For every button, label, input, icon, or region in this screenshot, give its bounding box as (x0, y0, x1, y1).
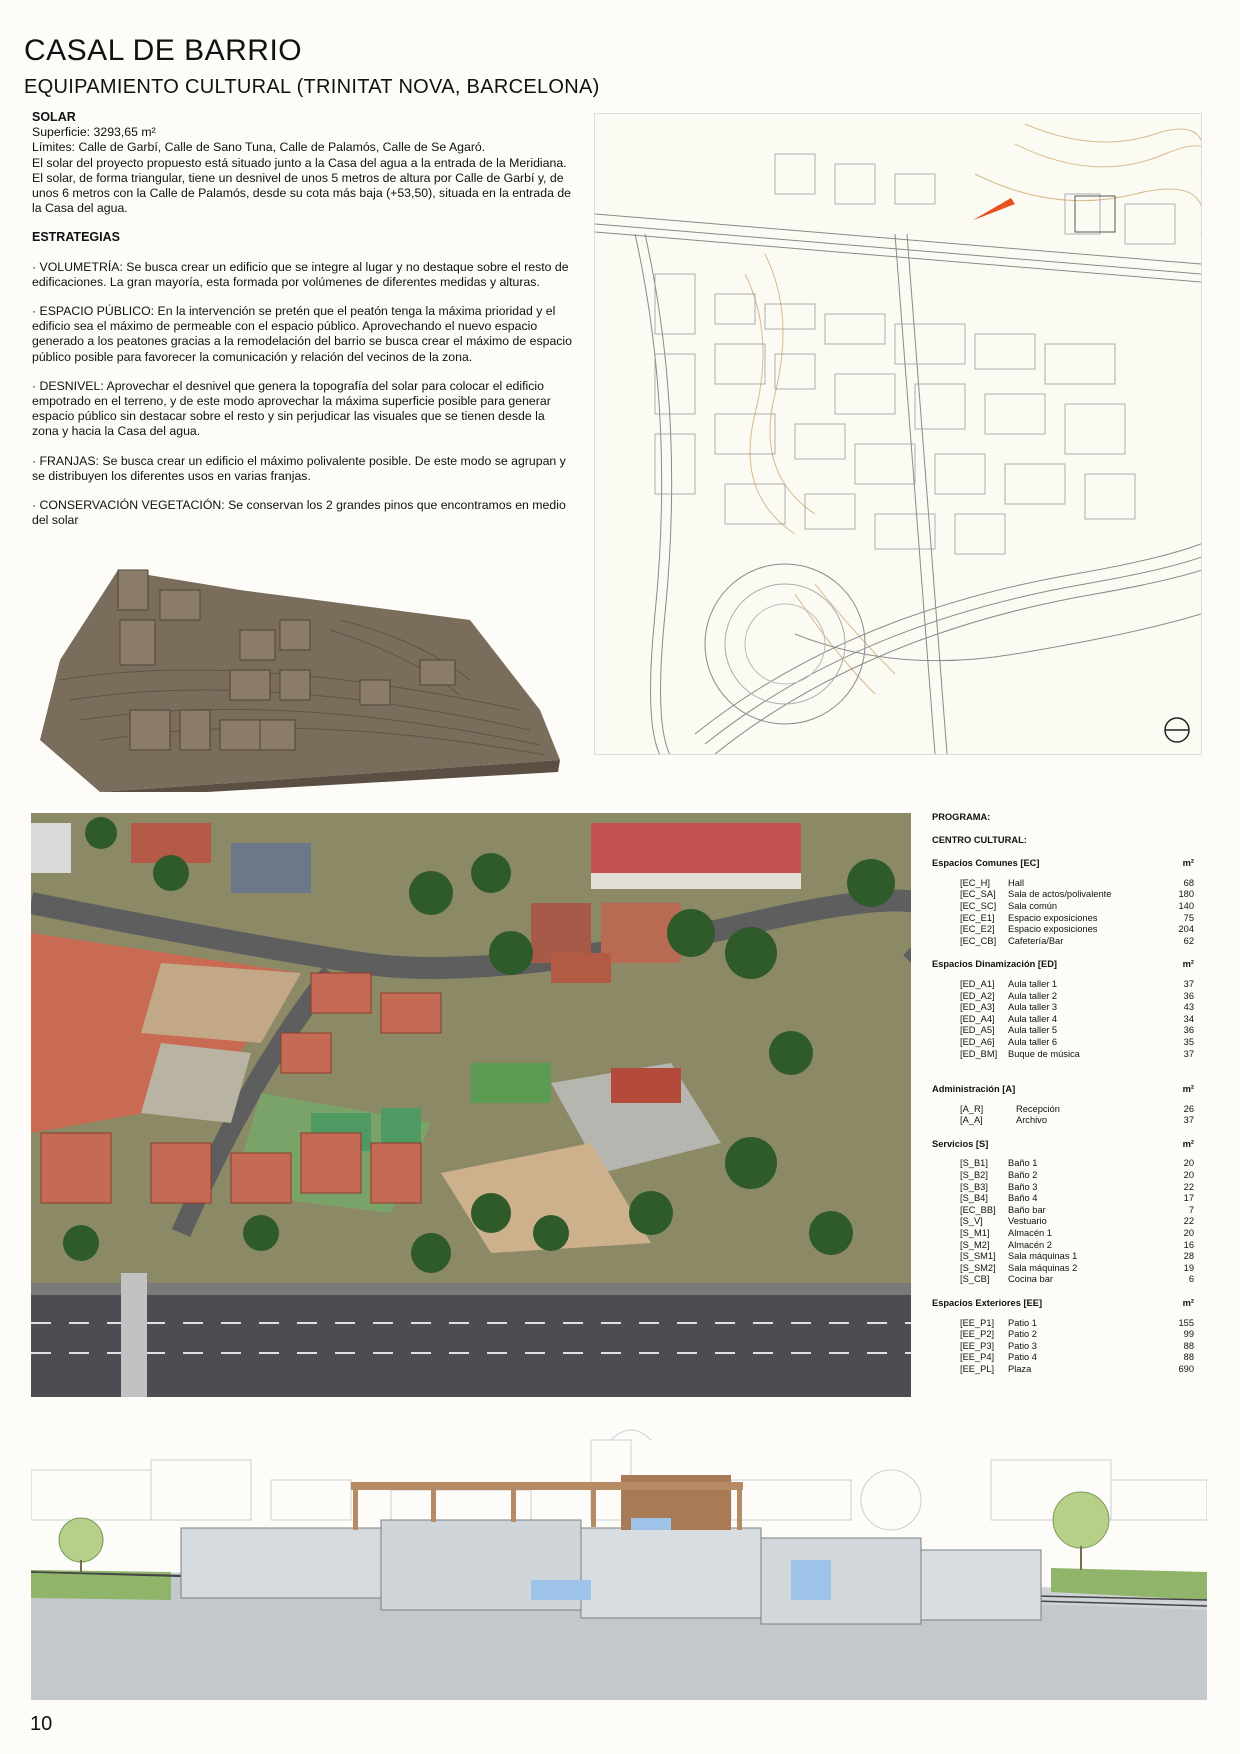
section-drawing (31, 1420, 1207, 1700)
category-name: Espacios Exteriores [EE] (932, 1298, 1043, 1308)
estrategia-volumetria: · VOLUMETRÍA: Se busca crear un edificio que se integre al lugar y no destaque sobre el resto de edificaciones. La gran mayoría, esta formada por volúmenes de diferentes medidas y alturas. (32, 259, 569, 289)
program-row: [S_M1] Almacén 1 20 (960, 1228, 1194, 1239)
program-row: [EE_P3] Patio 3 88 (960, 1340, 1194, 1351)
category-name: Espacios Dinamización [ED] (932, 959, 1058, 970)
estrategia-desnivel: · DESNIVEL: Aprovechar el desnivel que genera la topografía del solar para colocar el edificio empotrado en el terreno, y de este modo aprovechar la máxima superficie posible para generar espacio público sin destacar sobre el resto y sin perjudicar las visuales que se tienen desde la zona y hacia la Casa del agua. (32, 378, 551, 439)
program-row: [S_B2] Baño 2 20 (960, 1170, 1194, 1181)
category-unit: m² (1182, 1298, 1194, 1308)
category-name: Servicios [S] (932, 1138, 989, 1149)
program-row: [EC_BB] Baño bar 7 (960, 1204, 1194, 1215)
program-category (932, 1084, 1194, 1096)
site-plan-drawing (595, 114, 1201, 754)
site-plan (594, 113, 1202, 755)
program-row: [A_A] Archivo 37 (960, 1115, 1194, 1126)
aerial-image (31, 813, 911, 1397)
page-title: CASAL DE BARRIO (24, 34, 303, 67)
estrategia-franjas: · FRANJAS: Se busca crear un edificio el máximo polivalente posible. De este modo se agrupan y se distribuyen los diferentes usos en varias franjas. (32, 453, 566, 483)
category-unit: m² (1182, 1084, 1194, 1095)
program-row: [ED_A2] Aula taller 2 36 (960, 990, 1194, 1001)
program-row: [EE_PL] Plaza 690 (960, 1363, 1194, 1374)
category-name: Espacios Comunes [EC] (932, 858, 1040, 869)
section-elevation (31, 1420, 1207, 1700)
solar-limites: Límites: Calle de Garbí, Calle de Sano Tuna, Calle de Palamós, Calle de Se Agaró. (32, 140, 486, 155)
program-category (932, 858, 1194, 870)
program-category (932, 1298, 1194, 1310)
aerial-photo (31, 813, 911, 1397)
category-unit: m² (1182, 959, 1194, 970)
program-subtitle: CENTRO CULTURAL: (932, 834, 1027, 845)
solar-heading: SOLAR (32, 110, 76, 124)
pergola-beam (351, 1482, 743, 1490)
program-row: [S_V] Vestuario 22 (960, 1216, 1194, 1227)
program-row: [S_SM2] Sala máquinas 2 19 (960, 1262, 1194, 1273)
program-category (932, 959, 1194, 971)
program-row: [EE_P2] Patio 2 99 (960, 1329, 1194, 1340)
program-row: [EC_CB] Cafetería/Bar 62 (960, 935, 1194, 946)
page-number: 10 (30, 1713, 53, 1735)
category-name: Administración [A] (932, 1084, 1016, 1095)
solar-superficie: Superficie: 3293,65 m² (32, 125, 156, 140)
estrategia-espacio-publico: · ESPACIO PÚBLICO: En la intervención se pretén que el peatón tenga la máxima prioridad y el edificio sea el máximo de permeable con el espacio público. Aprovechando el nuevo espacio generado a los peatones gracias a la remodelación del barrio se busca crear el máximo de espacio público posible para favorecer la comunicación y relación del vecinos de la zona. (32, 304, 573, 364)
estrategias-heading: ESTRATEGIAS (32, 230, 120, 245)
program-row: [ED_A6] Aula taller 6 35 (960, 1036, 1194, 1047)
program-row: [ED_A4] Aula taller 4 34 (960, 1013, 1194, 1024)
solar-description: El solar del proyecto propuesto está situado junto a la Casa del agua a la entrada de la Meridiana. El solar, de forma triangular, tiene un desnivel de unos 5 metros de altura por Calle de Garbí y, de unos 6 metros con la Calle de Palamós, desde su cota más baja (+53,50), situada en la entrada de la Casa del agua. (32, 155, 571, 216)
program-row: [ED_A3] Aula taller 3 43 (960, 1002, 1194, 1013)
program-table (932, 812, 1194, 1376)
page-subtitle: EQUIPAMIENTO CULTURAL (TRINITAT NOVA, BARCELONA) (24, 76, 600, 98)
estrategia-vegetacion: · CONSERVACIÓN VEGETACIÓN: Se conservan los 2 grandes pinos que encontramos en medio del solar (32, 498, 566, 528)
program-title: PROGRAMA: (932, 812, 991, 822)
program-row: [A_R] Recepción 26 (960, 1103, 1194, 1114)
program-row: [EC_E1] Espacio exposiciones 75 (960, 912, 1194, 923)
program-row: [S_M2] Almacén 2 16 (960, 1239, 1194, 1250)
program-row: [S_B3] Baño 3 22 (960, 1181, 1194, 1192)
text-column (32, 110, 572, 528)
program-row: [S_B1] Baño 1 20 (960, 1158, 1194, 1169)
program-row: [EC_SA] Sala de actos/polivalente 180 (960, 889, 1194, 900)
program-row: [S_B4] Baño 4 17 (960, 1193, 1194, 1204)
topographic-model (40, 560, 560, 792)
category-unit: m² (1182, 858, 1194, 869)
program-row: [ED_A5] Aula taller 5 36 (960, 1025, 1194, 1036)
program-category (932, 1139, 1194, 1151)
program-row: [ED_BM] Buque de música 37 (960, 1048, 1194, 1059)
program-row: [S_CB] Cocina bar 6 (960, 1274, 1194, 1285)
program-row: [EC_H] Hall 68 (960, 877, 1194, 888)
program-row: [EE_P4] Patio 4 88 (960, 1352, 1194, 1363)
program-row: [EC_E2] Espacio exposiciones 204 (960, 924, 1194, 935)
program-row: [S_SM1] Sala máquinas 1 28 (960, 1251, 1194, 1262)
model-photo (40, 560, 560, 792)
category-unit: m² (1182, 1138, 1194, 1149)
program-row: [ED_A1] Aula taller 1 37 (960, 978, 1194, 989)
program-row: [EE_P1] Patio 1 155 (960, 1317, 1194, 1328)
program-row: [EC_SC] Sala común 140 (960, 900, 1194, 911)
